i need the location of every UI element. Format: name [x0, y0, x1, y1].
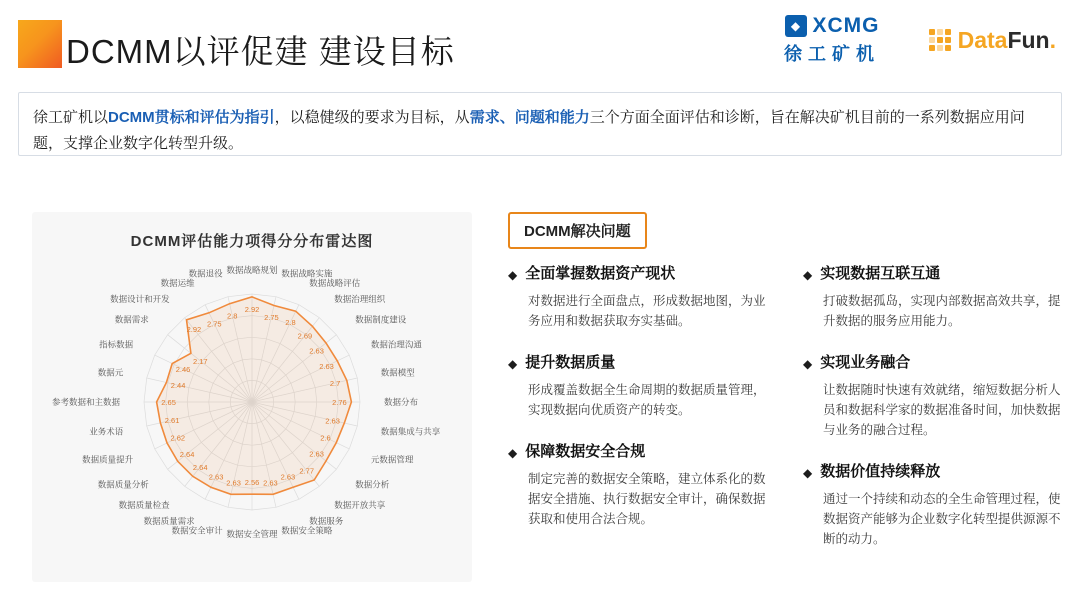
svg-text:2.63: 2.63: [325, 416, 340, 426]
svg-text:2.63: 2.63: [309, 346, 324, 356]
svg-text:2.75: 2.75: [206, 319, 222, 329]
svg-text:2.75: 2.75: [264, 313, 279, 323]
svg-text:数据质量需求: 数据质量需求: [143, 515, 195, 526]
diamond-bullet-icon: ◆: [803, 268, 813, 282]
svg-text:2.92: 2.92: [186, 325, 202, 335]
svg-text:数据战略实施: 数据战略实施: [281, 268, 333, 279]
svg-text:2.6: 2.6: [320, 433, 331, 443]
xcmg-brand-text: XCMG: [812, 14, 880, 37]
svg-text:数据安全管理: 数据安全管理: [226, 529, 278, 539]
svg-text:数据分析: 数据分析: [355, 479, 390, 490]
svg-text:2.56: 2.56: [244, 478, 260, 488]
svg-text:参考数据和主数据: 参考数据和主数据: [51, 397, 120, 407]
svg-text:2.62: 2.62: [170, 433, 186, 443]
svg-text:数据质量提升: 数据质量提升: [82, 454, 134, 465]
datafun-dots-icon: [929, 29, 951, 51]
radar-chart: [32, 252, 472, 578]
xcmg-logo-icon: ◆: [785, 15, 807, 37]
chart-title: DCMM评估能力项得分分布雷达图: [130, 233, 374, 250]
svg-text:2.63: 2.63: [309, 449, 324, 459]
solution-title: 保障数据安全合规: [525, 443, 646, 460]
solution-body: 让数据随时快速有效就绪，缩短数据分析人员和数据科学家的数据准备时间，加快数据与业务的融合过程。: [823, 383, 1061, 437]
solution-body: 通过一个持续和动态的全生命管理过程，使数据资产能够为企业数字化转型提供源源不断的动力。: [823, 492, 1061, 546]
svg-text:元数据管理: 元数据管理: [370, 454, 414, 465]
svg-text:数据战略评估: 数据战略评估: [309, 278, 361, 289]
solutions-columns: [508, 264, 1064, 571]
solution-title: 实现业务融合: [820, 354, 911, 371]
solution-title: 数据价值持续释放: [820, 463, 941, 480]
svg-text:数据运维: 数据运维: [160, 278, 195, 289]
svg-text:2.46: 2.46: [175, 364, 191, 374]
solution-body: 制定完善的数据安全策略，建立体系化的数据安全措施、执行数据安全审计，确保数据获取和使用合法合规。: [528, 472, 766, 526]
solution-body: 对数据进行全面盘点，形成数据地图，为业务应用和数据获取夯实基础。: [528, 294, 766, 328]
summary-seg1: 徐工矿机以: [33, 109, 109, 126]
solution-title: 全面掌握数据资产现状: [525, 265, 676, 282]
solution-title: 提升数据质量: [525, 354, 616, 371]
datafun-text: [958, 27, 1056, 54]
svg-text:2.63: 2.63: [319, 362, 334, 372]
datafun-dot: .: [1049, 26, 1056, 53]
svg-text:2.63: 2.63: [263, 478, 278, 488]
svg-text:2.76: 2.76: [332, 398, 347, 407]
svg-text:数据制度建设: 数据制度建设: [355, 314, 407, 325]
svg-text:数据战略规划: 数据战略规划: [226, 265, 278, 275]
svg-text:2.77: 2.77: [299, 466, 315, 476]
svg-text:数据设计和开发: 数据设计和开发: [110, 293, 170, 304]
svg-text:数据服务: 数据服务: [309, 515, 344, 526]
solution-body: 打破数据孤岛，实现内部数据高效共享，提升数据的服务应用能力。: [823, 294, 1061, 328]
datafun-text-a: Data: [957, 26, 1008, 53]
summary-highlight-1: DCMM贯标和评估为指引: [108, 109, 275, 126]
solutions-column-left: [508, 264, 769, 571]
solution-item: [508, 442, 769, 529]
summary-box: [18, 92, 1062, 156]
solution-item: [803, 264, 1064, 331]
svg-text:2.17: 2.17: [192, 356, 208, 366]
solution-item: [508, 264, 769, 331]
svg-text:2.64: 2.64: [192, 462, 208, 472]
radar-svg: [32, 252, 472, 578]
diamond-bullet-icon: ◆: [508, 268, 518, 282]
svg-text:数据集成与共享: 数据集成与共享: [380, 426, 441, 437]
page-title: DCMM以评促建 建设目标: [66, 33, 455, 70]
svg-text:2.92: 2.92: [244, 304, 260, 314]
svg-text:数据需求: 数据需求: [114, 314, 149, 325]
datafun-text-b: Fun: [1007, 26, 1050, 53]
page-header: [0, 0, 1080, 86]
svg-text:2.64: 2.64: [179, 449, 195, 459]
svg-text:数据开放共享: 数据开放共享: [334, 500, 386, 511]
solution-body: 形成覆盖数据全生命周期的数据质量管理，实现数据向优质资产的转变。: [528, 383, 766, 417]
xcmg-sub-text: 徐工矿机: [784, 44, 880, 64]
summary-seg2: ，以稳健级的要求为目标，从: [274, 109, 470, 126]
svg-text:2.8: 2.8: [226, 311, 238, 321]
svg-text:数据元: 数据元: [97, 367, 124, 378]
svg-text:数据安全审计: 数据安全审计: [171, 525, 223, 536]
svg-text:指标数据: 指标数据: [99, 339, 134, 350]
diamond-bullet-icon: ◆: [803, 357, 813, 371]
svg-text:数据治理沟通: 数据治理沟通: [370, 339, 422, 350]
svg-text:2.63: 2.63: [208, 472, 224, 482]
svg-text:业务术语: 业务术语: [89, 426, 124, 437]
svg-text:2.63: 2.63: [280, 472, 296, 482]
svg-text:数据安全策略: 数据安全策略: [281, 525, 333, 536]
svg-text:2.63: 2.63: [226, 478, 241, 488]
svg-text:2.69: 2.69: [297, 331, 313, 341]
solve-badge: DCMM解决问题: [508, 212, 647, 249]
datafun-logo: [929, 20, 1056, 60]
accent-bar: [18, 20, 62, 68]
solution-item: [803, 353, 1064, 440]
xcmg-logo: [762, 14, 902, 66]
solution-item: [803, 462, 1064, 549]
summary-highlight-2: 需求、问题和能力: [469, 109, 590, 126]
svg-text:数据模型: 数据模型: [380, 367, 415, 378]
summary-seg3: 三个方面全面评估和诊断，旨在解决矿机目前的一系列数据应用问题，支撑企业数字化转型升级。: [33, 109, 1025, 152]
svg-text:数据质量检查: 数据质量检查: [118, 500, 170, 511]
solutions-column-right: [803, 264, 1064, 571]
svg-text:数据退役: 数据退役: [188, 268, 223, 279]
svg-text:数据质量分析: 数据质量分析: [97, 479, 149, 490]
solution-title: 实现数据互联互通: [820, 265, 941, 282]
svg-text:2.65: 2.65: [161, 398, 176, 407]
solutions-section: [508, 212, 1064, 592]
diamond-bullet-icon: ◆: [803, 466, 813, 480]
solution-item: [508, 353, 769, 420]
svg-text:数据分布: 数据分布: [384, 397, 419, 407]
svg-text:2.8: 2.8: [285, 318, 296, 327]
svg-text:2.61: 2.61: [164, 416, 180, 426]
svg-text:数据治理组织: 数据治理组织: [334, 293, 386, 304]
diamond-bullet-icon: ◆: [508, 446, 518, 460]
svg-text:2.7: 2.7: [329, 379, 341, 388]
diamond-bullet-icon: ◆: [508, 357, 518, 371]
radar-chart-panel: [32, 212, 472, 582]
svg-text:2.44: 2.44: [170, 381, 186, 391]
